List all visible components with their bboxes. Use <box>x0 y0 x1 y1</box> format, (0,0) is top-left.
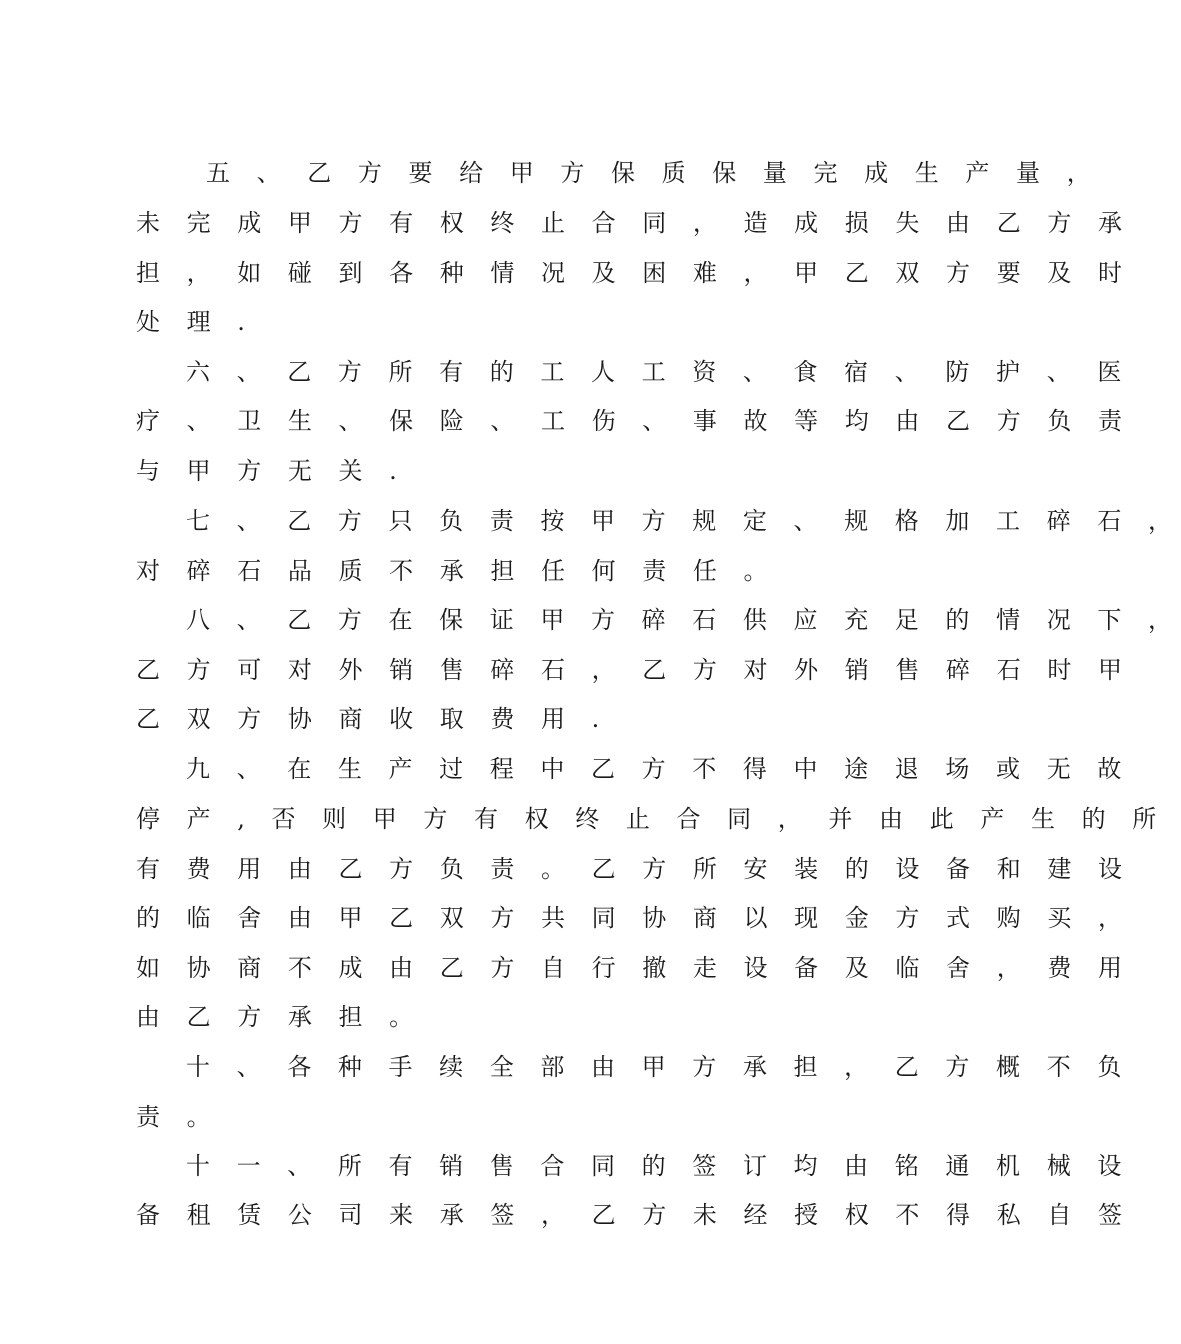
text-line: 十 、 各 种 手 续 全 部 由 甲 方 承 担 ， 乙 方 概 不 负 <box>186 1053 1131 1081</box>
text-line: 备 租 赁 公 司 来 承 签 ， 乙 方 未 经 授 权 不 得 私 自 签 <box>136 1201 1132 1229</box>
text-line: 如 协 商 不 成 由 乙 方 自 行 撤 走 设 备 及 临 舍 ， 费 用 <box>136 954 1132 982</box>
text-line: 未 完 成 甲 方 有 权 终 止 合 同 ， 造 成 损 失 由 乙 方 承 <box>136 209 1132 237</box>
text-line: 十 一 、 所 有 销 售 合 同 的 签 订 均 由 铭 通 机 械 设 <box>186 1152 1131 1180</box>
text-line: 对 碎 石 品 质 不 承 担 任 何 责 任 。 <box>136 557 778 585</box>
text-line: 停 产 , 否 则 甲 方 有 权 终 止 合 同 ， 并 由 此 产 生 的 所 <box>136 805 1166 833</box>
text-line: 八 、 乙 方 在 保 证 甲 方 碎 石 供 应 充 足 的 情 况 下 ， <box>186 606 1181 634</box>
text-line: 的 临 舍 由 甲 乙 双 方 共 同 协 商 以 现 金 方 式 购 买 ， <box>136 904 1132 932</box>
text-line: 与 甲 方 无 关 . <box>136 457 407 485</box>
text-line: 六 、 乙 方 所 有 的 工 人 工 资 、 食 宿 、 防 护 、 医 <box>186 358 1131 386</box>
text-line: 由 乙 方 承 担 。 <box>136 1003 423 1031</box>
text-line: 担 ， 如 碰 到 各 种 情 况 及 困 难 ， 甲 乙 双 方 要 及 时 <box>136 259 1132 287</box>
text-line: 处 理 . <box>136 308 255 336</box>
text-line: 九 、 在 生 产 过 程 中 乙 方 不 得 中 途 退 场 或 无 故 <box>186 755 1131 783</box>
text-line: 乙 方 可 对 外 销 售 碎 石 ， 乙 方 对 外 销 售 碎 石 时 甲 <box>136 656 1132 684</box>
text-line: 有 费 用 由 乙 方 负 责 。 乙 方 所 安 装 的 设 备 和 建 设 <box>136 855 1132 883</box>
text-line: 五 、 乙 方 要 给 甲 方 保 质 保 量 完 成 生 产 量 ， <box>206 159 1101 187</box>
text-line: 疗 、 卫 生 、 保 险 、 工 伤 、 事 故 等 均 由 乙 方 负 责 <box>136 407 1132 435</box>
text-line: 乙 双 方 协 商 收 取 费 用 . <box>136 705 609 733</box>
text-line: 七 、 乙 方 只 负 责 按 甲 方 规 定 、 规 格 加 工 碎 石 ， <box>186 507 1181 535</box>
text-line: 责 。 <box>136 1103 221 1131</box>
